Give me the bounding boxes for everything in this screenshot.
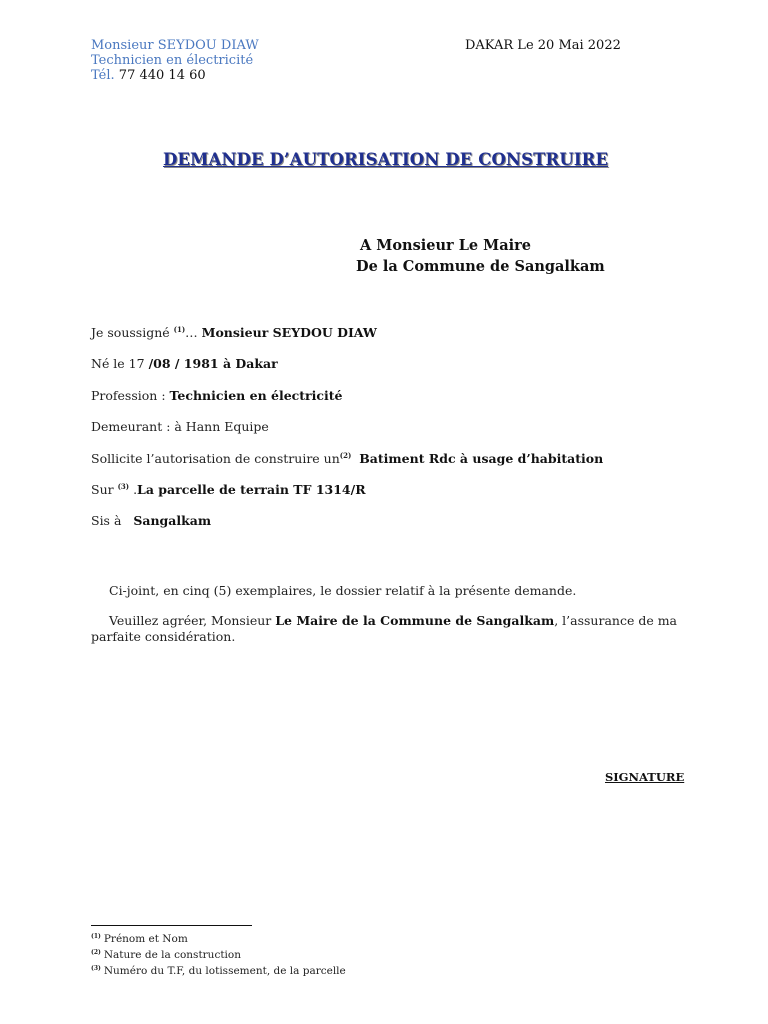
field-sollicite [91, 451, 603, 466]
footnote-ref-1: (1) [173, 325, 186, 334]
footnote-3 [91, 962, 346, 978]
ne-value: /08 / 1981 à Dakar [148, 356, 278, 371]
veuillez-bold: Le Maire de la Commune de Sangalkam [275, 613, 555, 628]
sur-dot: . [133, 482, 138, 497]
sis-value: Sangalkam [133, 513, 212, 528]
recipient-block [356, 235, 605, 277]
document-title: DEMANDE D’AUTORISATION DE CONSTRUIRE [163, 150, 609, 169]
phone-label: Tél. [91, 68, 115, 83]
footnotes [91, 930, 346, 978]
sollicite-label: Sollicite l’autorisation de construire un [91, 451, 340, 466]
veuillez-end: , l’assurance de ma parfaite considération. [91, 613, 677, 644]
field-sur [91, 482, 366, 497]
letter-date: DAKAR Le 20 Mai 2022 [465, 38, 621, 53]
veuillez-start: Veuillez agréer, Monsieur [109, 613, 272, 628]
sollicite-value: Batiment Rdc à usage d’habitation [359, 451, 604, 466]
ci-joint-text: Ci-joint, en cinq (5) exemplaires, le dossier relatif à la présente demande. [109, 583, 577, 598]
field-profession [91, 388, 342, 403]
soussigne-value: Monsieur SEYDOU DIAW [201, 325, 377, 340]
field-soussigne [91, 325, 377, 340]
footnote-1-text: Prénom et Nom [103, 933, 188, 945]
sur-label: Sur [91, 482, 114, 497]
sender-job: Technicien en électricité [91, 53, 254, 68]
ne-label: Né le 17 [91, 356, 145, 371]
footnote-ref-3: (3) [117, 482, 130, 491]
field-demeurant: Demeurant : à Hann Equipe [91, 419, 269, 434]
soussigne-label: Je soussigné [91, 325, 170, 340]
soussigne-dots: … [185, 325, 198, 340]
phone-number: 77 440 14 60 [118, 68, 206, 83]
recipient-line-1: A Monsieur Le Maire [360, 237, 531, 254]
signature-label: SIGNATURE [605, 770, 685, 784]
footnote-3-ref: (3) [91, 965, 101, 972]
paragraph-veuillez [91, 613, 721, 645]
footnote-2-ref: (2) [91, 949, 101, 956]
sender-block [91, 38, 259, 83]
footnote-2-text: Nature de la construction [103, 949, 241, 961]
field-sis [91, 513, 211, 528]
recipient-line-2: De la Commune de Sangalkam [356, 258, 605, 275]
footnote-1-ref: (1) [91, 933, 101, 940]
sender-name: Monsieur SEYDOU DIAW [91, 38, 259, 53]
field-naissance [91, 356, 278, 371]
sender-phone [91, 68, 259, 83]
footnote-3-text: Numéro du T.F, du lotissement, de la parcelle [103, 965, 346, 977]
profession-label: Profession : [91, 388, 166, 403]
sur-value: La parcelle de terrain TF 1314/R [137, 482, 366, 497]
footnote-2 [91, 946, 346, 962]
footnote-separator [91, 925, 252, 926]
footnote-ref-2: (2) [339, 451, 352, 460]
profession-value: Technicien en électricité [169, 388, 343, 403]
footnote-1 [91, 930, 346, 946]
sis-label: Sis à [91, 513, 122, 528]
paragraph-ci-joint [91, 583, 721, 599]
